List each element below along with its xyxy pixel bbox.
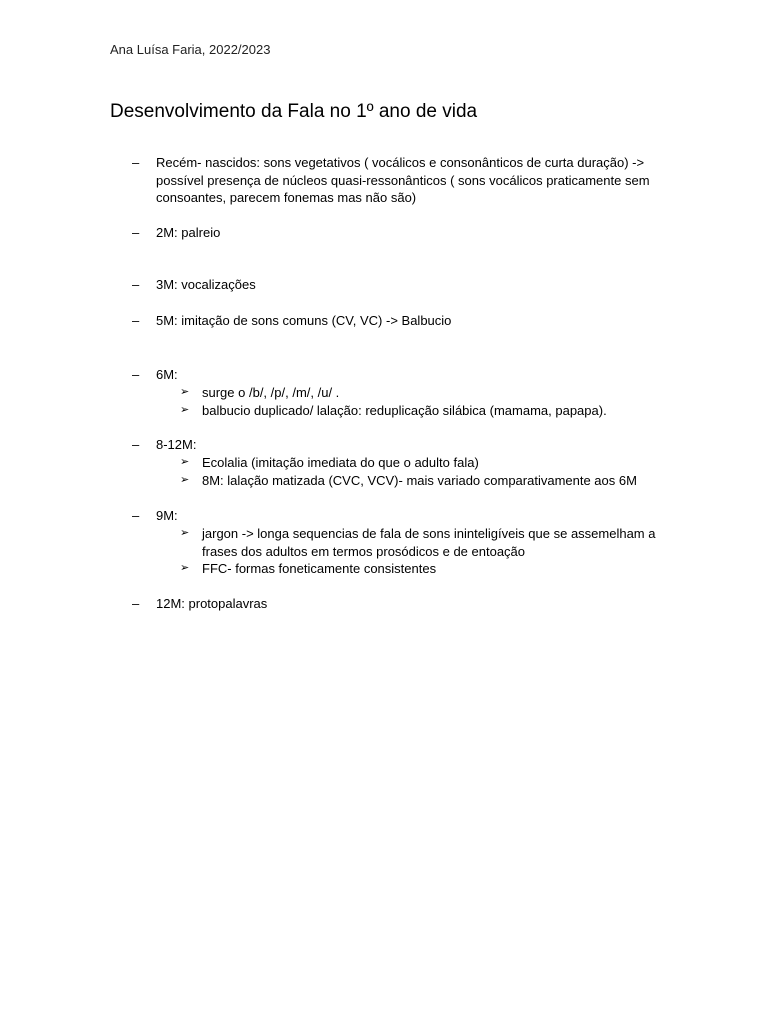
dash-marker: – bbox=[132, 277, 140, 292]
arrow-bullet-icon: ➢ bbox=[180, 404, 190, 416]
dash-marker: – bbox=[132, 225, 140, 240]
bullet-text: 5M: imitação de sons comuns (CV, VC) -> Balbucio bbox=[156, 313, 452, 328]
document-title: Desenvolvimento da Fala no 1º ano de vida bbox=[110, 101, 478, 122]
document-header: Ana Luísa Faria, 2022/2023 bbox=[110, 42, 271, 57]
sub-bullet-text: 8M: lalação matizada (CVC, VCV)- mais variado comparativamente aos 6M bbox=[202, 473, 637, 488]
bullet-text: 6M: bbox=[156, 367, 178, 382]
arrow-bullet-icon: ➢ bbox=[180, 527, 190, 539]
arrow-bullet-icon: ➢ bbox=[180, 562, 190, 574]
sub-bullet-text: FFC- formas foneticamente consistentes bbox=[202, 561, 437, 576]
dash-marker: – bbox=[132, 313, 140, 328]
arrow-bullet-icon: ➢ bbox=[180, 386, 190, 398]
sub-bullet-text: jargon -> longa sequencias de fala de sons ininteligíveis que se assemelham a frases dos adultos em termos prosódicos e de entoação bbox=[202, 526, 656, 559]
bullet-text: 2M: palreio bbox=[156, 225, 221, 240]
bullet-text: 3M: vocalizações bbox=[156, 277, 256, 292]
bullet-text: 8-12M: bbox=[156, 437, 197, 452]
bullet-text: 9M: bbox=[156, 508, 178, 523]
dash-marker: – bbox=[132, 367, 140, 382]
bullet-text: Recém- nascidos: sons vegetativos ( vocálicos e consonânticos de curta duração) -> possível presença de núcleos quasi-ressonânticos ( sons vocálicos praticamente sem consoantes, parecem fonemas mas não são) bbox=[156, 155, 650, 205]
dash-marker: – bbox=[132, 155, 140, 170]
dash-marker: – bbox=[132, 508, 140, 523]
bullet-text: 12M: protopalavras bbox=[156, 596, 268, 611]
sub-bullet-text: surge o /b/, /p/, /m/, /u/ . bbox=[202, 385, 340, 400]
dash-marker: – bbox=[132, 437, 140, 452]
dash-marker: – bbox=[132, 596, 140, 611]
sub-bullet-text: balbucio duplicado/ lalação: reduplicação silábica (mamama, papapa). bbox=[202, 403, 607, 418]
sub-bullet-text: Ecolalia (imitação imediata do que o adulto fala) bbox=[202, 455, 479, 470]
arrow-bullet-icon: ➢ bbox=[180, 474, 190, 486]
arrow-bullet-icon: ➢ bbox=[180, 456, 190, 468]
